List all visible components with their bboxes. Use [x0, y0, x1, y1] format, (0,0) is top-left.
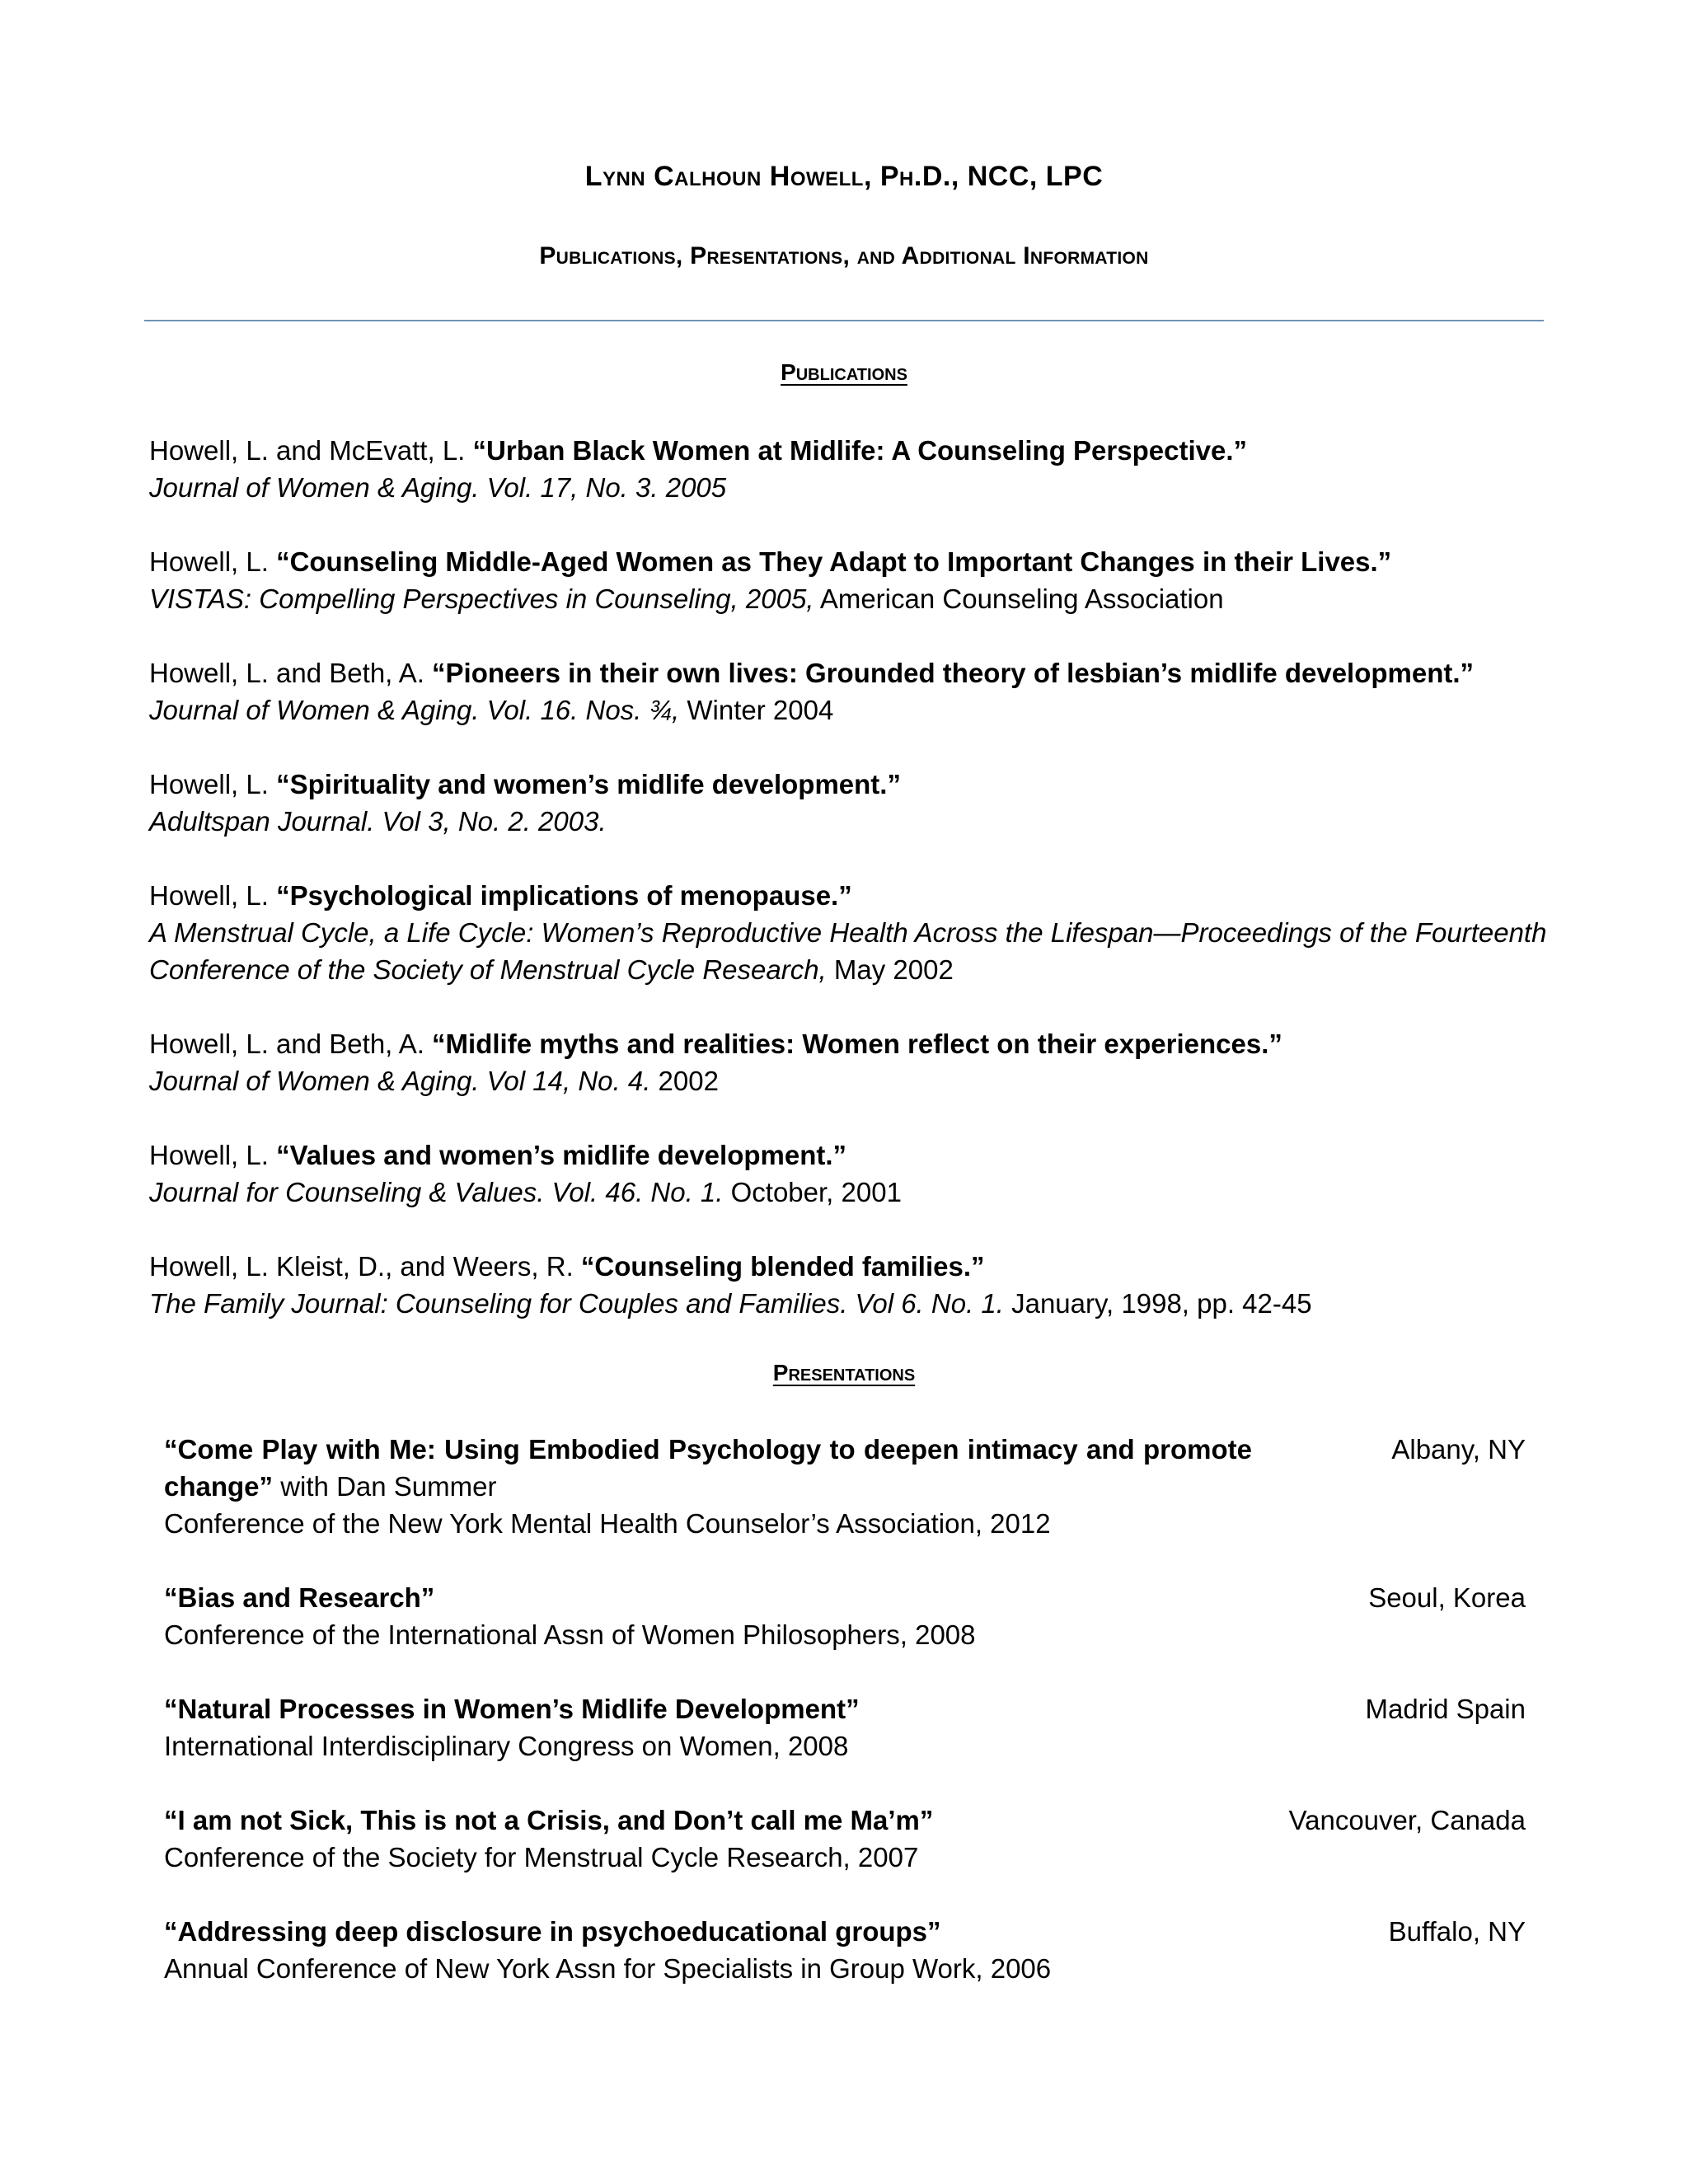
publication-authors: Howell, L. and Beth, A.	[149, 658, 433, 688]
publication-authors: Howell, L.	[149, 769, 277, 799]
presentation-title: “Natural Processes in Women’s Midlife Development”	[164, 1694, 860, 1724]
presentation-venue: Conference of the International Assn of Women Philosophers, 2008	[164, 1619, 976, 1650]
presentations-heading: Presentations	[772, 1360, 916, 1385]
publication-authors: Howell, L.	[149, 546, 277, 577]
publication-source: A Menstrual Cycle, a Life Cycle: Women’s Reproductive Health Across the Lifespan—Proceedings of the Fourteenth Conference of the Society of Menstrual Cycle Research,	[149, 917, 1547, 985]
publication-authors: Howell, L. Kleist, D., and Weers, R.	[149, 1251, 581, 1282]
author-name: Lynn Calhoun Howell, Ph.D., NCC, LPC	[584, 161, 1104, 192]
publication-title: “Values and women’s midlife development.”	[276, 1140, 847, 1170]
presentation-entry	[164, 1690, 1526, 1765]
document-subtitle: Publications, Presentations, and Additional Information	[539, 242, 1149, 269]
publication-detail: Winter 2004	[679, 695, 834, 725]
publication-source: The Family Journal: Counseling for Couples and Families. Vol 6. No. 1.	[149, 1288, 1004, 1319]
publication-authors: Howell, L.	[149, 1140, 277, 1170]
presentation-location: Madrid Spain	[1365, 1694, 1526, 1724]
publication-detail: October, 2001	[723, 1177, 902, 1207]
publication-title: “Psychological implications of menopause.”	[276, 880, 852, 911]
presentation-location: Albany, NY	[1391, 1434, 1526, 1465]
presentation-venue: Conference of the New York Mental Health Counselor’s Association, 2012	[164, 1508, 1051, 1539]
publication-entry	[149, 432, 1550, 506]
publication-detail: 2002	[650, 1066, 719, 1096]
presentation-location: Seoul, Korea	[1368, 1582, 1526, 1613]
publication-source: Journal of Women & Aging. Vol. 16. Nos. ¾,	[149, 695, 680, 725]
presentation-title: “Come Play with Me: Using Embodied Psychology to deepen intimacy and promote change”	[164, 1434, 1252, 1502]
presentation-venue: International Interdisciplinary Congress on Women, 2008	[164, 1731, 849, 1761]
presentations-list	[164, 1431, 1526, 2024]
publication-source: Journal of Women & Aging. Vol. 17, No. 3. 2005	[149, 472, 727, 503]
publications-heading: Publications	[781, 359, 907, 385]
publication-detail: May 2002	[826, 954, 954, 985]
publications-list	[149, 432, 1550, 1359]
presentation-entry	[164, 1579, 1526, 1653]
presentation-copresenter: with Dan Summer	[273, 1471, 497, 1502]
publication-entry	[149, 766, 1550, 840]
presentation-venue: Annual Conference of New York Assn for Specialists in Group Work, 2006	[164, 1953, 1052, 1984]
publication-title: “Pioneers in their own lives: Grounded theory of lesbian’s midlife development.”	[432, 658, 1475, 688]
publication-authors: Howell, L. and McEvatt, L.	[149, 435, 473, 466]
publication-title: “Counseling blended families.”	[580, 1251, 985, 1282]
publication-entry	[149, 1137, 1550, 1211]
publication-entry	[149, 877, 1550, 988]
publication-source: VISTAS: Compelling Perspectives in Counseling, 2005,	[149, 583, 814, 614]
publication-source: Journal of Women & Aging. Vol 14, No. 4.	[149, 1066, 651, 1096]
publication-entry	[149, 1248, 1550, 1322]
publication-entry	[149, 654, 1550, 729]
presentation-venue: Conference of the Society for Menstrual Cycle Research, 2007	[164, 1842, 919, 1872]
publication-entry	[149, 543, 1550, 617]
publication-detail: January, 1998, pp. 42-45	[1003, 1288, 1312, 1319]
presentation-title: “I am not Sick, This is not a Crisis, and Don’t call me Ma’m”	[164, 1805, 934, 1835]
presentation-title: “Addressing deep disclosure in psychoeducational groups”	[164, 1916, 941, 1947]
publication-authors: Howell, L. and Beth, A.	[149, 1029, 433, 1059]
presentation-location: Buffalo, NY	[1388, 1916, 1526, 1947]
presentation-entry	[164, 1802, 1526, 1876]
publication-entry	[149, 1025, 1550, 1099]
presentation-entry	[164, 1431, 1526, 1542]
presentation-location: Vancouver, Canada	[1288, 1805, 1526, 1835]
publication-source: Journal for Counseling & Values. Vol. 46. No. 1.	[149, 1177, 724, 1207]
publication-title: “Counseling Middle-Aged Women as They Adapt to Important Changes in their Lives.”	[276, 546, 1392, 577]
presentation-title: “Bias and Research”	[164, 1582, 435, 1613]
header-divider	[144, 320, 1544, 321]
publication-authors: Howell, L.	[149, 880, 277, 911]
publication-title: “Midlife myths and realities: Women reflect on their experiences.”	[432, 1029, 1282, 1059]
publication-detail: American Counseling Association	[814, 583, 1224, 614]
publication-title: “Urban Black Women at Midlife: A Counseling Perspective.”	[472, 435, 1247, 466]
publication-title: “Spirituality and women’s midlife development.”	[276, 769, 901, 799]
publication-source: Adultspan Journal. Vol 3, No. 2. 2003.	[149, 806, 607, 837]
presentation-entry	[164, 1913, 1526, 1987]
